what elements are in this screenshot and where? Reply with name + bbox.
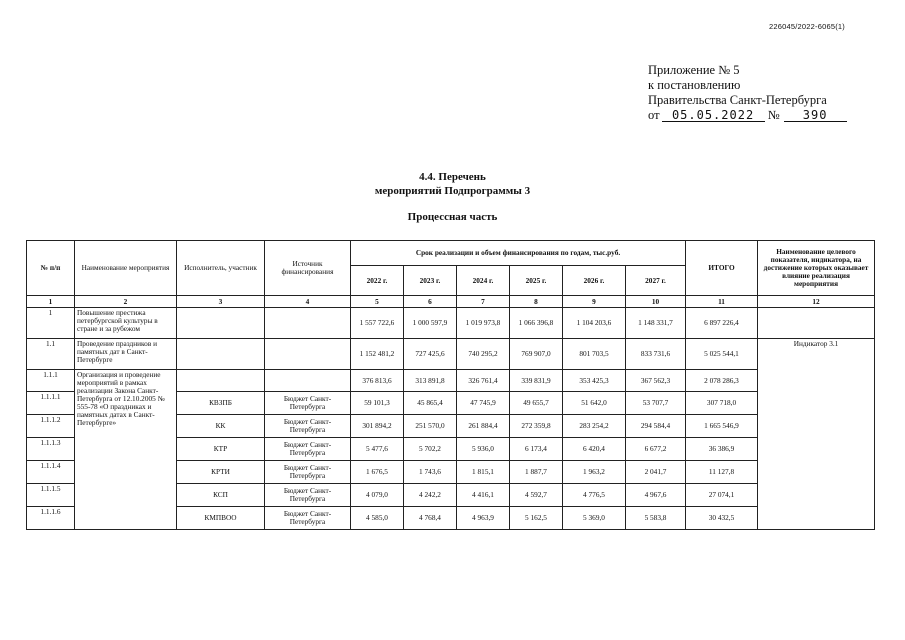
header-period: Срок реализации и объем финансирования по годам, тыс.руб. [351, 241, 686, 266]
col-index: 5 [351, 296, 404, 308]
value-cell: 1 815,1 [457, 461, 510, 484]
col-index: 3 [177, 296, 265, 308]
header-year: 2025 г. [510, 266, 563, 296]
appendix-authority: Правительства Санкт-Петербурга [648, 93, 827, 107]
row-executor [177, 308, 265, 339]
table-row [27, 370, 875, 392]
row-source: Бюджет Санкт-Петербурга [265, 461, 351, 484]
value-cell: 5 583,8 [626, 507, 686, 530]
row-executor: КРТИ [177, 461, 265, 484]
value-cell: 4 776,5 [563, 484, 626, 507]
total-cell: 27 074,1 [686, 484, 758, 507]
col-index: 9 [563, 296, 626, 308]
decree-date: 05.05.2022 [662, 109, 765, 122]
measures-table [26, 240, 875, 530]
row-num: 1.1 [27, 339, 75, 370]
decree-number: 390 [784, 109, 847, 122]
value-cell: 727 425,6 [404, 339, 457, 370]
col-index: 4 [265, 296, 351, 308]
value-cell: 801 703,5 [563, 339, 626, 370]
value-cell: 261 884,4 [457, 415, 510, 438]
table-row [27, 308, 875, 339]
value-cell: 294 584,4 [626, 415, 686, 438]
header-year: 2024 г. [457, 266, 510, 296]
row-source: Бюджет Санкт-Петербурга [265, 484, 351, 507]
value-cell: 272 359,8 [510, 415, 563, 438]
value-cell: 4 592,7 [510, 484, 563, 507]
number-prefix: № [767, 108, 780, 122]
value-cell: 1 557 722,6 [351, 308, 404, 339]
value-cell: 1 676,5 [351, 461, 404, 484]
value-cell: 251 570,0 [404, 415, 457, 438]
row-source: Бюджет Санкт-Петербурга [265, 507, 351, 530]
total-cell: 2 078 286,3 [686, 370, 758, 392]
row-source: Бюджет Санкт-Петербурга [265, 415, 351, 438]
value-cell: 49 655,7 [510, 392, 563, 415]
row-executor: КК [177, 415, 265, 438]
row-source: Бюджет Санкт-Петербурга [265, 438, 351, 461]
col-index: 2 [75, 296, 177, 308]
value-cell: 1 000 597,9 [404, 308, 457, 339]
row-num: 1 [27, 308, 75, 339]
row-source: Бюджет Санкт-Петербурга [265, 392, 351, 415]
value-cell: 353 425,3 [563, 370, 626, 392]
row-executor: КСП [177, 484, 265, 507]
header-year: 2027 г. [626, 266, 686, 296]
value-cell: 5 936,0 [457, 438, 510, 461]
row-executor: КМПВОО [177, 507, 265, 530]
value-cell: 4 079,0 [351, 484, 404, 507]
value-cell: 740 295,2 [457, 339, 510, 370]
row-source [265, 308, 351, 339]
value-cell: 301 894,2 [351, 415, 404, 438]
row-name: Повышение престижа петербургской культуры в стране и за рубежом [75, 308, 177, 339]
col-index: 8 [510, 296, 563, 308]
total-cell: 5 025 544,1 [686, 339, 758, 370]
row-source [265, 370, 351, 392]
value-cell: 283 254,2 [563, 415, 626, 438]
col-index: 10 [626, 296, 686, 308]
total-cell: 36 386,9 [686, 438, 758, 461]
value-cell: 1 152 481,2 [351, 339, 404, 370]
appendix-title: Приложение № 5 [648, 63, 740, 77]
table-row [27, 339, 875, 370]
value-cell: 376 813,6 [351, 370, 404, 392]
value-cell: 1 019 973,8 [457, 308, 510, 339]
row-executor: КТР [177, 438, 265, 461]
value-cell: 339 831,9 [510, 370, 563, 392]
row-num: 1.1.1 [27, 370, 75, 392]
value-cell: 53 707,7 [626, 392, 686, 415]
header-year: 2026 г. [563, 266, 626, 296]
col-index: 1 [27, 296, 75, 308]
appendix-block [648, 63, 847, 123]
value-cell: 4 242,2 [404, 484, 457, 507]
column-index-row [27, 296, 875, 308]
row-name-merged: Организация и проведение мероприятий в рамках реализации Закона Санкт-Петербурга от 12.10.2005 № 555-78 «О праздниках и памятных датах в Санкт-Петербурге» [75, 370, 177, 530]
header-name: Наименование мероприятия [75, 241, 177, 296]
header-year: 2022 г. [351, 266, 404, 296]
value-cell: 51 642,0 [563, 392, 626, 415]
value-cell: 59 101,3 [351, 392, 404, 415]
header-total: ИТОГО [686, 241, 758, 296]
row-num: 1.1.1.2 [27, 415, 75, 438]
document-title [0, 170, 905, 198]
row-num: 1.1.1.4 [27, 461, 75, 484]
row-num: 1.1.1.1 [27, 392, 75, 415]
indicator-cell [758, 308, 875, 339]
header-executor: Исполнитель, участник [177, 241, 265, 296]
row-num: 1.1.1.6 [27, 507, 75, 530]
value-cell: 6 420,4 [563, 438, 626, 461]
appendix-date-line [648, 108, 847, 123]
value-cell: 4 967,6 [626, 484, 686, 507]
value-cell: 1 887,7 [510, 461, 563, 484]
col-index: 7 [457, 296, 510, 308]
value-cell: 2 041,7 [626, 461, 686, 484]
col-index: 11 [686, 296, 758, 308]
header-row-1 [27, 241, 875, 266]
value-cell: 367 562,3 [626, 370, 686, 392]
value-cell: 1 104 203,6 [563, 308, 626, 339]
section-title: Процессная часть [407, 211, 498, 223]
row-name: Проведение праздников и памятных дат в Санкт-Петербурге [75, 339, 177, 370]
value-cell: 769 907,0 [510, 339, 563, 370]
header-source: Источник финансирования [265, 241, 351, 296]
title-line-2: мероприятий Подпрограммы 3 [374, 185, 531, 197]
row-source [265, 339, 351, 370]
col-index: 12 [758, 296, 875, 308]
row-executor: КВЗПБ [177, 392, 265, 415]
value-cell: 326 761,4 [457, 370, 510, 392]
total-cell: 307 718,0 [686, 392, 758, 415]
value-cell: 5 477,6 [351, 438, 404, 461]
value-cell: 4 585,0 [351, 507, 404, 530]
value-cell: 5 162,5 [510, 507, 563, 530]
value-cell: 47 745,9 [457, 392, 510, 415]
row-executor [177, 370, 265, 392]
value-cell: 1 148 331,7 [626, 308, 686, 339]
value-cell: 833 731,6 [626, 339, 686, 370]
title-line-1: 4.4. Перечень [419, 171, 486, 183]
row-num: 1.1.1.5 [27, 484, 75, 507]
value-cell: 5 369,0 [563, 507, 626, 530]
total-cell: 11 127,8 [686, 461, 758, 484]
value-cell: 1 743,6 [404, 461, 457, 484]
appendix-ref: к постановлению [648, 78, 741, 92]
value-cell: 4 768,4 [404, 507, 457, 530]
header-indicator: Наименование целевого показателя, индикатора, на достижение которых оказывает влияние реализация мероприятия [758, 241, 875, 296]
header-year: 2023 г. [404, 266, 457, 296]
value-cell: 5 702,2 [404, 438, 457, 461]
value-cell: 4 963,9 [457, 507, 510, 530]
header-num: № п/п [27, 241, 75, 296]
col-index: 6 [404, 296, 457, 308]
total-cell: 30 432,5 [686, 507, 758, 530]
value-cell: 1 963,2 [563, 461, 626, 484]
total-cell: 1 665 546,9 [686, 415, 758, 438]
row-executor [177, 339, 265, 370]
value-cell: 45 865,4 [404, 392, 457, 415]
value-cell: 313 891,8 [404, 370, 457, 392]
row-num: 1.1.1.3 [27, 438, 75, 461]
value-cell: 6 677,2 [626, 438, 686, 461]
total-cell: 6 897 226,4 [686, 308, 758, 339]
document-id: 226045/2022-6065(1) [769, 22, 845, 31]
value-cell: 6 173,4 [510, 438, 563, 461]
date-prefix: от [648, 108, 660, 122]
value-cell: 1 066 396,8 [510, 308, 563, 339]
indicator-cell: Индикатор 3.1 [758, 339, 875, 530]
value-cell: 4 416,1 [457, 484, 510, 507]
